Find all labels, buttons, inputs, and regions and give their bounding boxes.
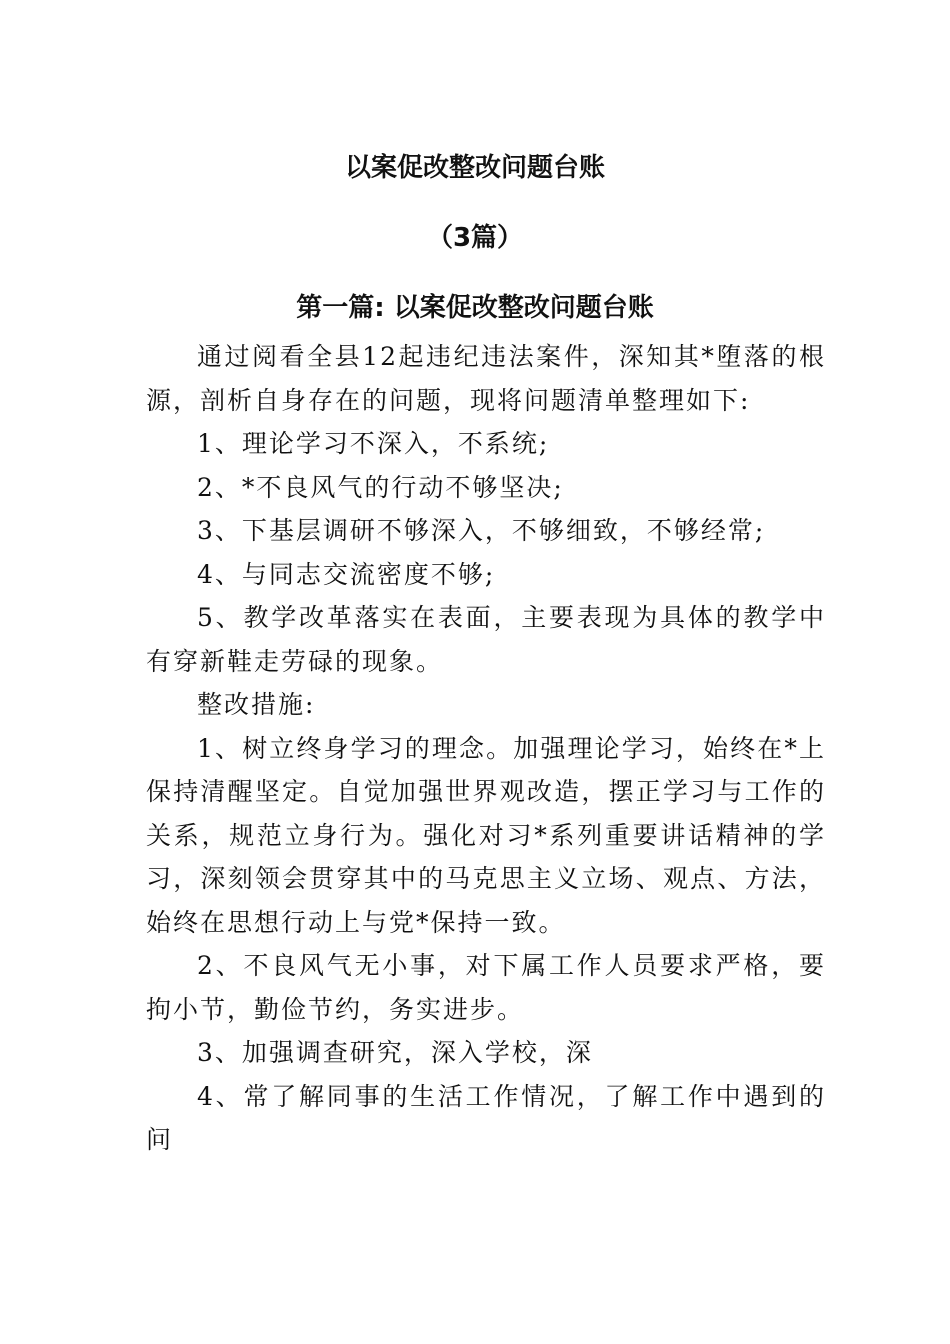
problem-item-4: 4、与同志交流密度不够; xyxy=(197,559,496,589)
document-subtitle: （3篇） xyxy=(426,223,524,253)
problem-item-5: 5、教学改革落实在表面，主要表现为具体的教学中有穿新鞋走劳碌的现象。 xyxy=(146,603,826,676)
intro-paragraph: 通过阅看全县12起违纪违法案件，深知其*堕落的根源，剖析自身存在的问题，现将问题清单整理如下: xyxy=(146,342,826,415)
section-title: 第一篇: 以案促改整改问题台账 xyxy=(296,293,654,323)
measure-item-2: 2、不良风气无小事，对下属工作人员要求严格，要拘小节，勤俭节约，务实进步。 xyxy=(146,951,826,1024)
measure-item-4: 4、常了解同事的生活工作情况，了解工作中遇到的问 xyxy=(146,1081,826,1154)
document-title: 以案促改整改问题台账 xyxy=(344,153,605,183)
measure-item-3: 3、加强调查研究，深入学校，深 xyxy=(197,1038,593,1067)
document-body xyxy=(146,335,826,1162)
problem-item-3: 3、下基层调研不够深入，不够细致，不够经常; xyxy=(197,516,766,545)
problem-item-1: 1、理论学习不深入，不系统; xyxy=(197,429,550,458)
measures-heading: 整改措施: xyxy=(197,690,316,719)
measure-item-1: 1、树立终身学习的理念。加强理论学习，始终在*上保持清醒坚定。自觉加强世界观改造，摆正学习与工作的关系，规范立身行为。强化对习*系列重要讲话精神的学习，深刻领会贯穿其中的马克思主义立场、观点、方法，始终在思想行动上与党*保持一致。 xyxy=(146,733,826,937)
problem-item-2: 2、*不良风气的行动不够坚决; xyxy=(197,472,564,502)
